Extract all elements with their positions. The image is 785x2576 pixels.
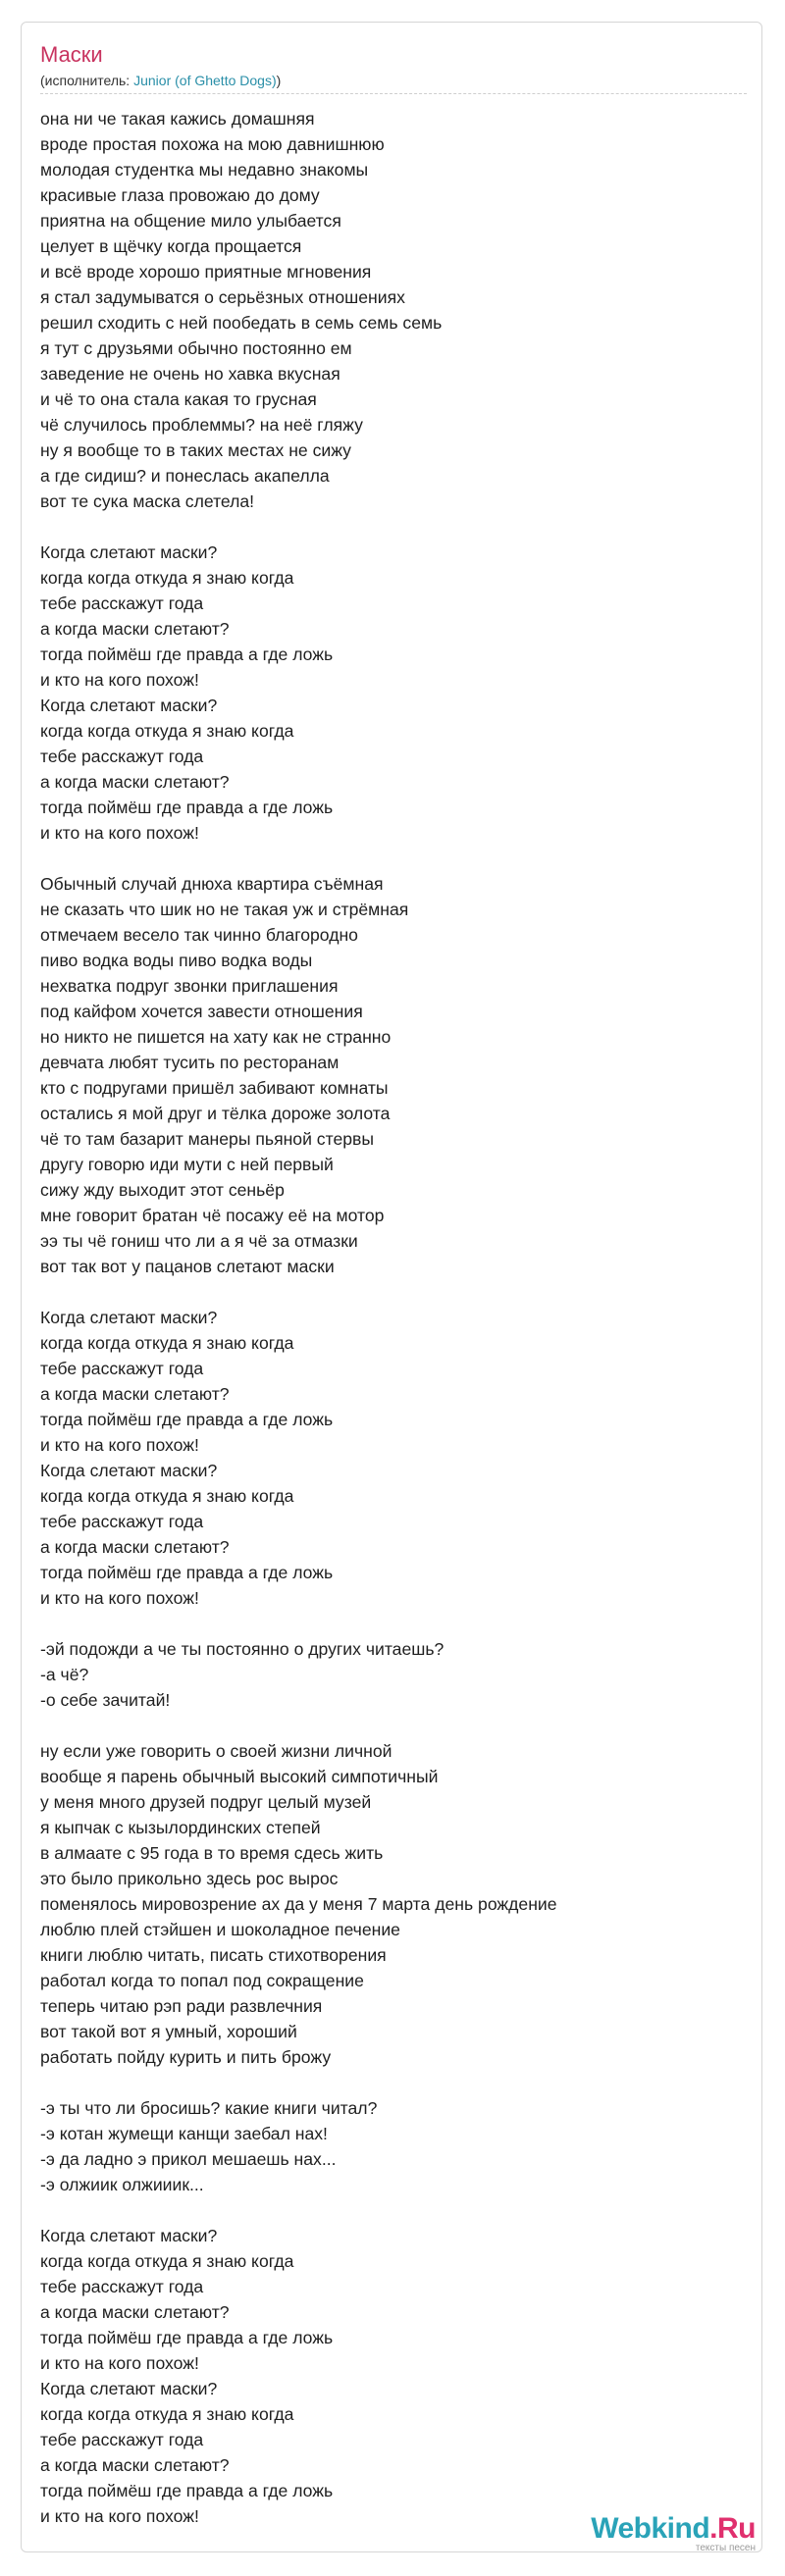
lyrics-line: чё случилось проблеммы? на неё гляжу <box>40 415 363 435</box>
lyrics-line: Когда слетают маски? <box>40 542 218 562</box>
lyrics-line: -э да ладно э прикол мешаешь нах... <box>40 2149 337 2169</box>
lyrics-line: а когда маски слетают? <box>40 1537 230 1557</box>
lyrics-line: у меня много друзей подруг целый музей <box>40 1792 372 1812</box>
lyrics-line: и кто на кого похож! <box>40 823 199 843</box>
lyrics-line: другу говорю иди мути с ней первый <box>40 1155 334 1174</box>
lyrics-line: а когда маски слетают? <box>40 2455 230 2475</box>
lyrics-line: пиво водка воды пиво водка воды <box>40 951 313 970</box>
lyrics-line: нехватка подруг звонки приглашения <box>40 976 339 996</box>
logo-main-text: Webkind <box>591 2512 710 2545</box>
lyrics-line: когда когда откуда я знаю когда <box>40 568 294 588</box>
lyrics-stanza <box>40 2223 747 2529</box>
lyrics-line: ну я вообще то в таких местах не сижу <box>40 440 351 460</box>
lyrics-line: тогда поймёш где правда а где ложь <box>40 1410 334 1429</box>
lyrics-line: мне говорит братан чё посажу её на мотор <box>40 1206 385 1225</box>
lyrics-line: тебе расскажут года <box>40 2430 204 2449</box>
lyrics-line: и кто на кого похож! <box>40 1435 199 1455</box>
lyrics-line: Когда слетают маски? <box>40 2379 218 2398</box>
lyrics-line: тогда поймёш где правда а где ложь <box>40 2328 334 2347</box>
lyrics-line: -а чё? <box>40 1665 89 1684</box>
lyrics-line: Когда слетают маски? <box>40 1308 218 1327</box>
lyrics-stanza <box>40 2095 747 2197</box>
artist-suffix: ) <box>276 73 282 88</box>
lyrics-line: отмечаем весело так чинно благородно <box>40 925 358 945</box>
lyrics-line: вот так вот у пацанов слетают маски <box>40 1257 335 1276</box>
lyrics-line: и кто на кого похож! <box>40 670 199 690</box>
lyrics-line: когда когда откуда я знаю когда <box>40 721 294 741</box>
lyrics-line: тогда поймёш где правда а где ложь <box>40 798 334 817</box>
lyrics-line: и кто на кого похож! <box>40 1588 199 1608</box>
lyrics-stanza <box>40 106 747 514</box>
artist-prefix: (исполнитель: <box>40 73 134 88</box>
lyrics-line: тогда поймёш где правда а где ложь <box>40 644 334 664</box>
logo-tld-text: .Ru <box>709 2512 756 2545</box>
lyrics-stanza <box>40 1305 747 1611</box>
lyrics-line: я стал задумыватся о серьёзных отношениях <box>40 287 405 307</box>
lyrics-line: Обычный случай днюха квартира съёмная <box>40 874 384 894</box>
lyrics-line: тебе расскажут года <box>40 2277 204 2296</box>
lyrics-line: и кто на кого похож! <box>40 2353 199 2373</box>
lyrics-line: -э олжиик олжииик... <box>40 2175 204 2194</box>
lyrics-line: красивые глаза провожаю до дому <box>40 185 320 205</box>
lyrics-line: и всё вроде хорошо приятные мгновения <box>40 262 372 282</box>
lyrics-line: а когда маски слетают? <box>40 619 230 639</box>
lyrics-line: тебе расскажут года <box>40 593 204 613</box>
lyrics-line: когда когда откуда я знаю когда <box>40 2251 294 2271</box>
lyrics-line: а когда маски слетают? <box>40 2302 230 2322</box>
lyrics-line: когда когда откуда я знаю когда <box>40 2404 294 2424</box>
lyrics-line: это было прикольно здесь рос вырос <box>40 1869 339 1888</box>
lyrics-line: не сказать что шик но не такая уж и стрёмная <box>40 900 409 919</box>
lyrics-line: приятна на общение мило улыбается <box>40 211 341 231</box>
lyrics-line: работал когда то попал под сокращение <box>40 1971 364 1990</box>
lyrics-line: а когда маски слетают? <box>40 1384 230 1404</box>
lyrics-line: ээ ты чё гониш что ли а я чё за отмазки <box>40 1231 358 1251</box>
lyrics-line: заведение не очень но хавка вкусная <box>40 364 340 384</box>
lyrics-line: тебе расскажут года <box>40 1359 204 1378</box>
lyrics-line: целует в щёчку когда прощается <box>40 236 302 256</box>
lyrics-line: вроде простая похожа на мою давнишнюю <box>40 134 385 154</box>
lyrics-line: работать пойду курить и пить брожу <box>40 2047 332 2067</box>
lyrics-line: остались я мой друг и тёлка дороже золота <box>40 1104 391 1123</box>
lyrics-line: я кыпчак с кызылординских степей <box>40 1818 321 1837</box>
lyrics-line: в алмаате с 95 года в то время сдесь жить <box>40 1843 384 1863</box>
lyrics-line: люблю плей стэйшен и шоколадное печение <box>40 1920 400 1939</box>
lyrics-line: тогда поймёш где правда а где ложь <box>40 1563 334 1582</box>
lyrics-line: тебе расскажут года <box>40 747 204 766</box>
lyrics-line: тогда поймёш где правда а где ложь <box>40 2481 334 2500</box>
artist-link[interactable]: Junior (of Ghetto Dogs) <box>133 73 277 88</box>
logo-tagline: тексты песен <box>695 2543 756 2553</box>
lyrics-line: но никто не пишется на хату как не странно <box>40 1027 392 1047</box>
lyrics-stanza <box>40 1636 747 1713</box>
lyrics-line: поменялось мировозрение ах да у меня 7 марта день рождение <box>40 1894 557 1914</box>
lyrics-line: и чё то она стала какая то грусная <box>40 389 317 409</box>
lyrics-line: она ни че такая кажись домашняя <box>40 109 315 129</box>
lyrics-line: Когда слетают маски? <box>40 2226 218 2245</box>
lyrics-line: Когда слетают маски? <box>40 696 218 715</box>
lyrics-stanza <box>40 1738 747 2070</box>
site-logo[interactable] <box>591 2513 756 2554</box>
lyrics-line: девчата любят тусить по ресторанам <box>40 1053 340 1072</box>
logo-wordmark <box>591 2513 756 2545</box>
lyrics-line: книги люблю читать, писать стихотворения <box>40 1945 387 1965</box>
lyrics-line: -эй подожди а че ты постоянно о других читаешь? <box>40 1639 445 1659</box>
lyrics-line: кто с подругами пришёл забивают комнаты <box>40 1078 389 1098</box>
lyrics-line: а где сидиш? и понеслась акапелла <box>40 466 330 486</box>
lyrics-line: под кайфом хочется завести отношения <box>40 1002 363 1021</box>
lyrics-line: вообще я парень обычный высокий симпотичный <box>40 1767 439 1786</box>
lyrics-line: ну если уже говорить о своей жизни личной <box>40 1741 392 1761</box>
lyrics-line: -о себе зачитай! <box>40 1690 171 1710</box>
lyrics-line: сижу жду выходит этот сеньёр <box>40 1180 285 1200</box>
title-separator <box>40 93 747 94</box>
lyrics-text <box>40 106 747 2554</box>
lyrics-line: тебе расскажут года <box>40 1512 204 1531</box>
lyrics-line: когда когда откуда я знаю когда <box>40 1486 294 1506</box>
lyrics-line: вот те сука маска слетела! <box>40 491 255 511</box>
lyrics-line: молодая студентка мы недавно знакомы <box>40 160 369 180</box>
artist-line <box>40 72 281 89</box>
lyrics-line: -э ты что ли бросишь? какие книги читал? <box>40 2098 378 2118</box>
lyrics-stanza <box>40 871 747 1279</box>
lyrics-line: я тут с друзьями обычно постоянно ем <box>40 338 352 358</box>
lyrics-line: и кто на кого похож! <box>40 2506 199 2526</box>
lyrics-line: когда когда откуда я знаю когда <box>40 1333 294 1353</box>
lyrics-stanza <box>40 540 747 846</box>
lyrics-line: вот такой вот я умный, хороший <box>40 2022 297 2041</box>
lyrics-line: Когда слетают маски? <box>40 1461 218 1480</box>
lyrics-line: чё то там базарит манеры пьяной стервы <box>40 1129 375 1149</box>
page-title: Маски <box>40 42 103 67</box>
lyrics-line: -э котан жумещи канщи заебал нах! <box>40 2124 328 2143</box>
lyrics-line: теперь читаю рэп ради развлечния <box>40 1996 323 2016</box>
lyrics-line: а когда маски слетают? <box>40 772 230 792</box>
lyrics-line: решил сходить с ней пообедать в семь семь семь <box>40 313 443 333</box>
